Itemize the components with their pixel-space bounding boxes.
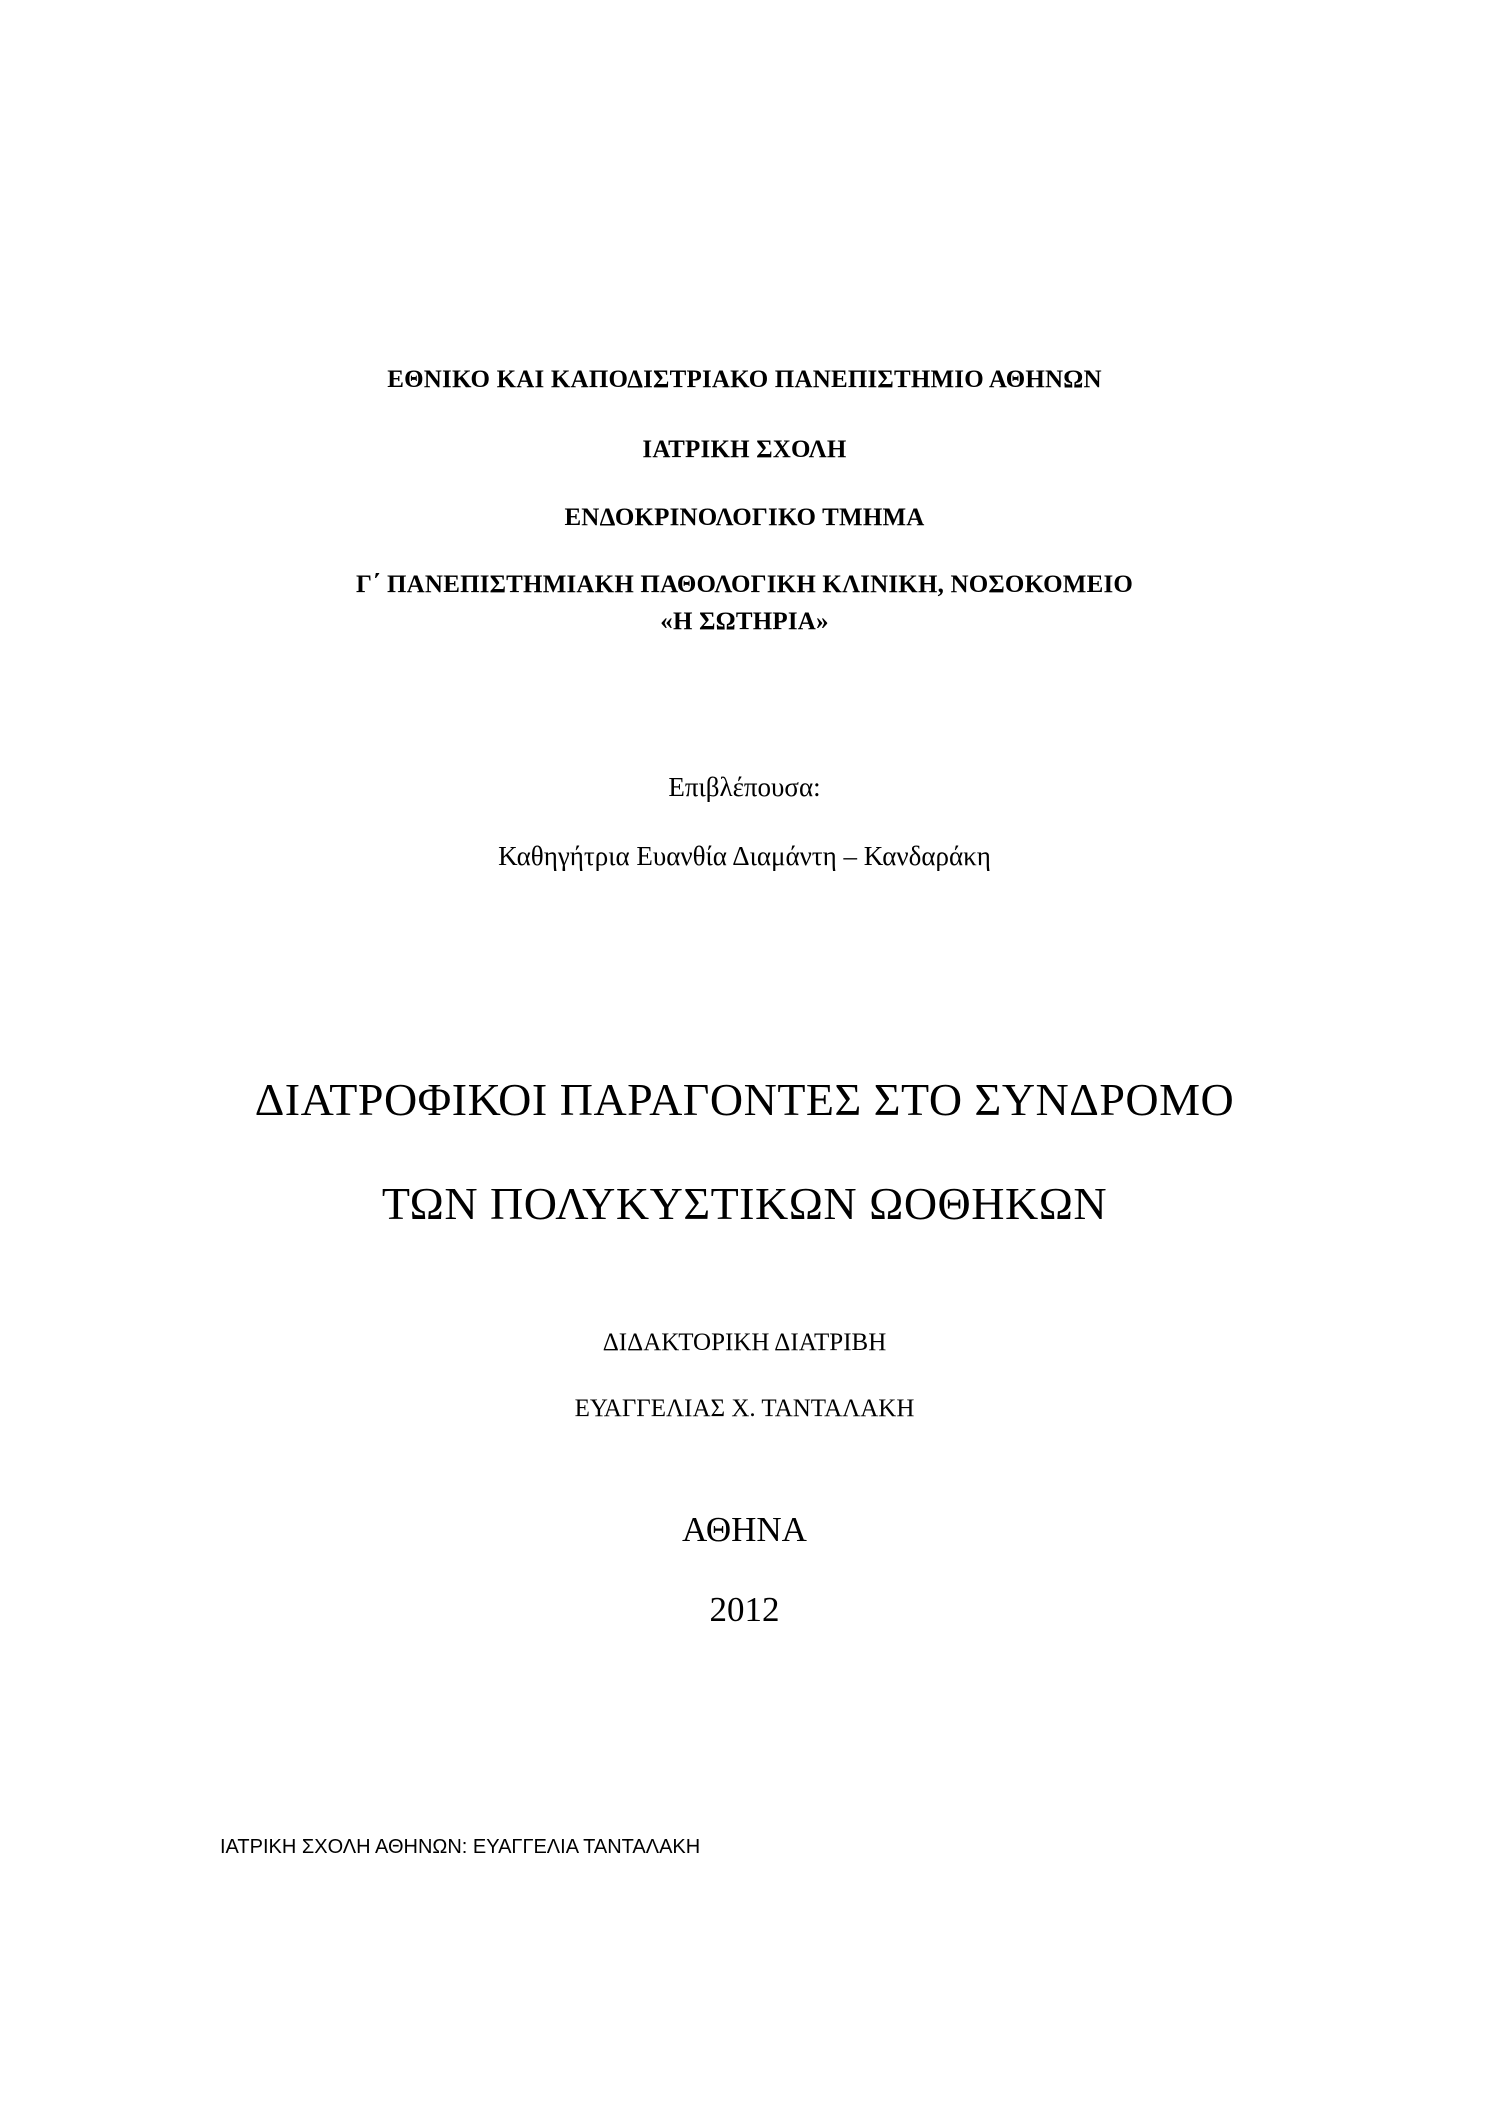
- thesis-title-line1: ΔΙΑΤΡΟΦΙΚΟΙ ΠΑΡΑΓΟΝΤΕΣ ΣΤΟ ΣΥΝΔΡΟΜΟ: [254, 1074, 1235, 1125]
- page-footer: ΙΑΤΡΙΚΗ ΣΧΟΛΗ ΑΘΗΝΩΝ: ΕΥΑΓΓΕΛΙΑ ΤΑΝΤΑΛΑΚΗ: [220, 1836, 701, 1858]
- thesis-type: ΔΙΔΑΚΤΟΡΙΚΗ ΔΙΑΤΡΙΒΗ: [602, 1329, 887, 1356]
- department-name: ΕΝΔΟΚΡΙΝΟΛΟΓΙΚΟ ΤΜΗΜΑ: [564, 504, 925, 531]
- supervisor-label: Επιβλέπουσα:: [668, 772, 821, 802]
- university-name: ΕΘΝΙΚΟ ΚΑΙ ΚΑΠΟΔΙΣΤΡΙΑΚΟ ΠΑΝΕΠΙΣΤΗΜΙΟ ΑΘΗΝΩΝ: [387, 366, 1102, 393]
- supervisor-name: Καθηγήτρια Ευανθία Διαμάντη – Κανδαράκη: [498, 841, 991, 871]
- thesis-title-line2: ΤΩΝ ΠΟΛΥΚΥΣΤΙΚΩΝ ΩΟΘΗΚΩΝ: [381, 1178, 1108, 1229]
- clinic-name-line1: Γ΄ ΠΑΝΕΠΙΣΤΗΜΙΑΚΗ ΠΑΘΟΛΟΓΙΚΗ ΚΛΙΝΙΚΗ, ΝΟΣΟΚΟΜΕΙΟ: [355, 571, 1134, 598]
- city: ΑΘΗΝΑ: [682, 1510, 807, 1549]
- thesis-author: ΕΥΑΓΓΕΛΙΑΣ Χ. ΤΑΝΤΑΛΑΚΗ: [574, 1395, 915, 1422]
- clinic-name-line2: «Η ΣΩΤΗΡΙΑ»: [660, 608, 829, 635]
- year: 2012: [709, 1590, 780, 1629]
- school-name: ΙΑΤΡΙΚΗ ΣΧΟΛΗ: [642, 436, 847, 463]
